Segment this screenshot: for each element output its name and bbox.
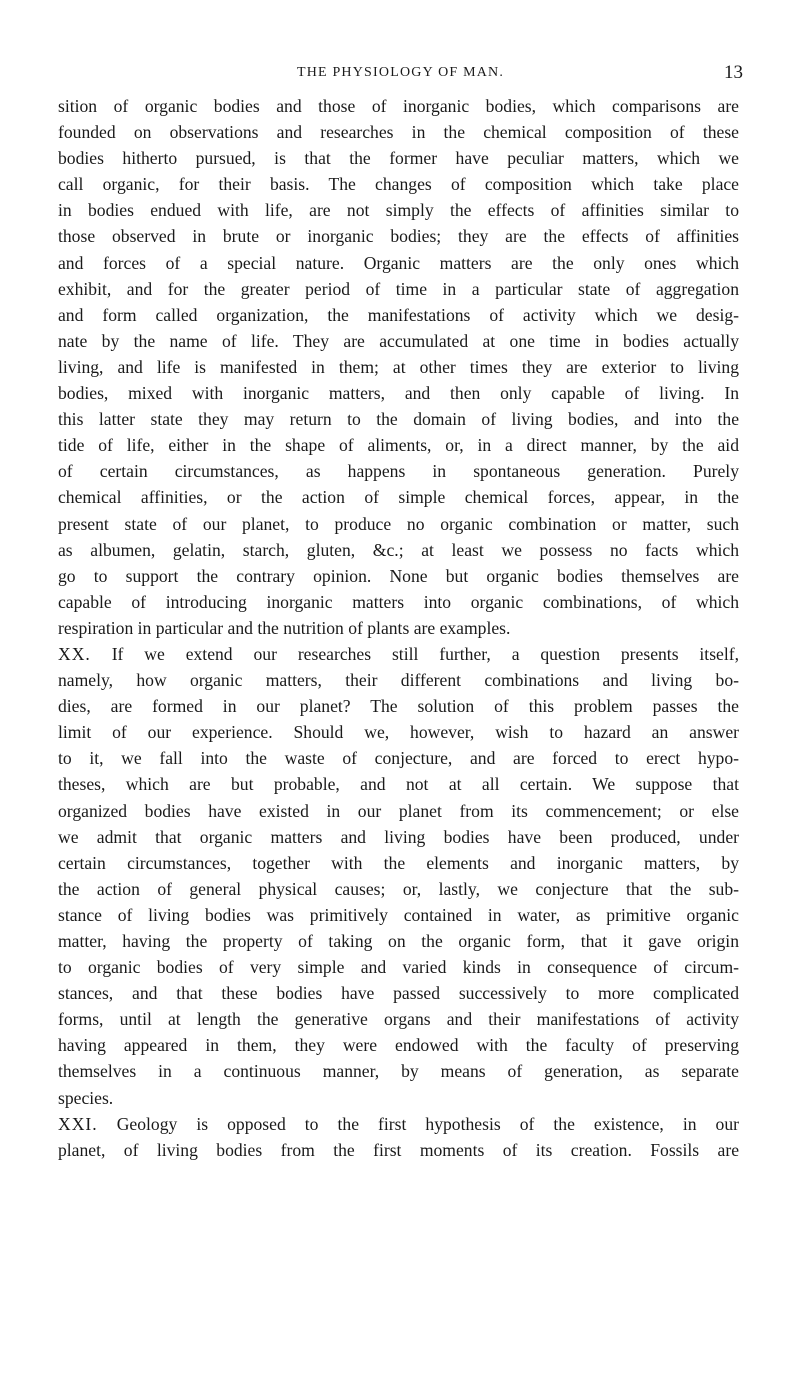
text-line (58, 798, 739, 824)
text-line (58, 484, 739, 510)
line-text: nate by the name of life. They are accumulated at one time in bodies actually (58, 330, 739, 351)
text-line (58, 771, 739, 797)
line-text: capable of introducing inorganic matters into organic combinations, of which (58, 591, 739, 612)
text-line (58, 928, 739, 954)
text-line (58, 328, 739, 354)
text-line (58, 1032, 739, 1058)
line-text: stances, and that these bodies have passed successively to more complicated (58, 983, 739, 1004)
section-start-line (58, 641, 739, 667)
line-text: matter, having the property of taking on the organic form, that it gave origin (58, 931, 739, 951)
text-line (58, 824, 739, 850)
text-line (58, 954, 739, 980)
text-line (58, 563, 739, 589)
text-line (58, 537, 739, 563)
line-text: organized bodies have existed in our planet from its commencement; or else (58, 800, 739, 821)
text-line (58, 745, 739, 771)
line-text: themselves in a continuous manner, by means of generation, as separate (58, 1061, 739, 1082)
text-line (58, 850, 739, 876)
line-text: as albumen, gelatin, starch, gluten, &c.; at least we possess no facts which (58, 539, 739, 560)
text-line (58, 876, 739, 902)
line-text: stance of living bodies was primitively contained in water, as primitive organic (58, 904, 739, 925)
line-text: having appeared in them, they were endowed with the faculty of preserving (58, 1035, 739, 1056)
line-text: sition of organic bodies and those of inorganic bodies, which comparisons are (58, 96, 739, 116)
text-line (58, 250, 739, 276)
text-line (58, 197, 739, 223)
text-line (58, 276, 739, 302)
text-line (58, 980, 739, 1006)
line-text: forms, until at length the generative organs and their manifestations of activity (58, 1009, 739, 1030)
line-text: species. (58, 1087, 114, 1108)
line-text: respiration in particular and the nutrition of plants are examples. (58, 617, 511, 638)
text-line (58, 171, 739, 197)
text-line (58, 432, 739, 458)
text-line (58, 1006, 739, 1032)
line-text: present state of our planet, to produce no organic combination or matter, such (58, 513, 739, 534)
line-text: planet, of living bodies from the first moments of its creation. Fossils are (58, 1139, 739, 1160)
text-line (58, 1137, 739, 1163)
text-line (58, 223, 739, 249)
line-text: in bodies endued with life, are not simply the effects of affinities similar to (58, 200, 739, 221)
running-head (0, 62, 801, 86)
line-text: theses, which are but probable, and not at all certain. We suppose that (58, 774, 739, 795)
line-text: exhibit, and for the greater period of time in a particular state of aggregation (58, 278, 739, 299)
line-text: the action of general physical causes; or, lastly, we conjecture that the sub- (58, 878, 739, 899)
line-text: chemical affinities, or the action of simple chemical forces, appear, in the (58, 487, 739, 508)
page-number: 13 (724, 62, 743, 83)
text-line (58, 380, 739, 406)
text-line (58, 667, 739, 693)
text-line (58, 145, 739, 171)
text-line (58, 615, 739, 641)
section-start-line (58, 1111, 739, 1137)
line-text: to it, we fall into the waste of conjecture, and are forced to erect hypo- (58, 748, 739, 769)
text-line (58, 719, 739, 745)
text-line (58, 406, 739, 432)
line-text: and forces of a special nature. Organic matters are the only ones which (58, 252, 739, 273)
line-text: living, and life is manifested in them; at other times they are exterior to living (58, 356, 739, 377)
text-line (58, 354, 739, 380)
text-line (58, 1085, 739, 1111)
line-text: those observed in brute or inorganic bodies; they are the effects of affinities (58, 226, 739, 247)
line-text: certain circumstances, together with the elements and inorganic matters, by (58, 852, 739, 873)
text-line (58, 589, 739, 615)
line-text: go to support the contrary opinion. None but organic bodies themselves are (58, 565, 739, 586)
text-line (58, 93, 739, 119)
text-line (58, 1058, 739, 1084)
running-title: THE PHYSIOLOGY OF MAN. (296, 65, 505, 80)
line-text: this latter state they may return to the domain of living bodies, and into the (58, 409, 739, 430)
line-text: call organic, for their basis. The changes of composition which take place (58, 174, 739, 195)
line-text: dies, are formed in our planet? The solution of this problem passes the (58, 696, 739, 717)
text-line (58, 511, 739, 537)
section-number: XXI. (58, 1113, 98, 1134)
line-text: we admit that organic matters and living bodies have been produced, under (58, 826, 739, 847)
text-line (58, 119, 739, 145)
line-text: Geology is opposed to the first hypothesis of the existence, in our (116, 1113, 739, 1134)
line-text: tide of life, either in the shape of aliments, or, in a direct manner, by the aid (58, 435, 739, 456)
section-number: XX. (58, 643, 91, 664)
text-line (58, 693, 739, 719)
body-text (58, 93, 739, 1163)
line-text: founded on observations and researches in the chemical composition of these (58, 122, 739, 143)
line-text: bodies, mixed with inorganic matters, and then only capable of living. In (58, 383, 739, 404)
text-line (58, 302, 739, 328)
text-line (58, 458, 739, 484)
text-line (58, 902, 739, 928)
line-text: namely, how organic matters, their different combinations and living bo- (58, 670, 739, 691)
line-text: and form called organization, the manifestations of activity which we desig- (58, 304, 739, 325)
line-text: bodies hitherto pursued, is that the former have peculiar matters, which we (58, 148, 739, 169)
line-text: limit of our experience. Should we, however, wish to hazard an answer (58, 722, 739, 743)
line-text: to organic bodies of very simple and varied kinds in consequence of circum- (58, 957, 739, 978)
line-text: of certain circumstances, as happens in spontaneous generation. Purely (58, 461, 739, 482)
line-text: If we extend our researches still further, a question presents itself, (111, 643, 739, 664)
